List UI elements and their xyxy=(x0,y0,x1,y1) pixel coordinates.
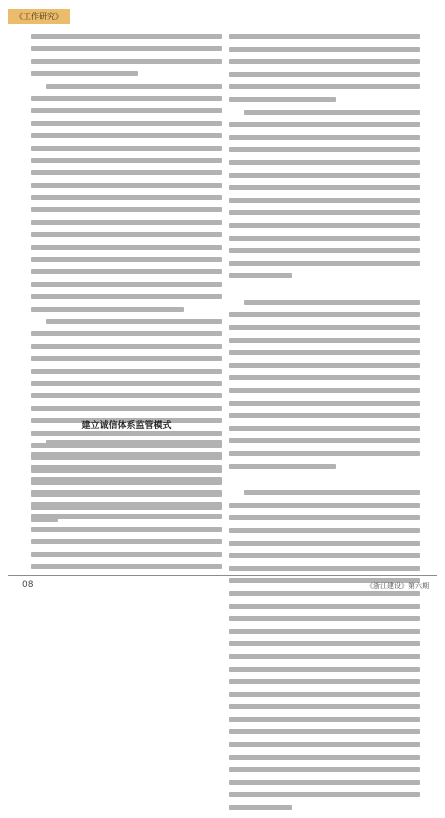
text-line xyxy=(46,319,222,324)
text-line xyxy=(229,185,420,190)
text-line xyxy=(31,514,222,519)
text-line xyxy=(229,363,420,368)
text-line xyxy=(31,170,222,175)
text-line xyxy=(229,210,420,215)
text-line xyxy=(229,34,420,39)
left-column-text-lower xyxy=(31,440,222,576)
text-line xyxy=(229,780,420,785)
text-line xyxy=(229,755,420,760)
text-line xyxy=(229,47,420,52)
text-line xyxy=(229,654,420,659)
text-line xyxy=(229,325,420,330)
text-line xyxy=(31,406,222,411)
text-line xyxy=(31,96,222,101)
text-line xyxy=(229,147,420,152)
text-line xyxy=(31,59,222,64)
text-line xyxy=(31,146,222,151)
text-line xyxy=(31,502,222,507)
text-line xyxy=(229,312,420,317)
text-line xyxy=(31,282,222,287)
text-line xyxy=(229,717,420,722)
text-line xyxy=(229,528,420,533)
text-line xyxy=(229,388,420,393)
text-line xyxy=(31,269,222,274)
text-line xyxy=(229,553,420,558)
text-line xyxy=(229,198,420,203)
text-line xyxy=(229,679,420,684)
text-line xyxy=(229,248,420,253)
journal-title: 《浙江建设》第六期 xyxy=(366,582,429,590)
text-line xyxy=(31,564,222,569)
text-line xyxy=(229,401,420,406)
text-line xyxy=(31,431,222,436)
text-line xyxy=(229,729,420,734)
text-line xyxy=(31,490,222,495)
text-line xyxy=(31,477,222,482)
text-line xyxy=(229,704,420,709)
text-line xyxy=(31,356,222,361)
text-line xyxy=(229,413,420,418)
text-line xyxy=(229,629,420,634)
text-line xyxy=(229,641,420,646)
footer-rule xyxy=(8,575,437,576)
text-line xyxy=(229,122,420,127)
text-line xyxy=(244,110,420,115)
section-tag: 《工作研究》 xyxy=(8,9,70,24)
text-line xyxy=(229,792,420,797)
text-line xyxy=(31,539,222,544)
text-line xyxy=(229,438,420,443)
text-line xyxy=(46,84,222,89)
text-line xyxy=(229,97,336,102)
text-line xyxy=(229,616,420,621)
text-line xyxy=(46,440,222,445)
page-number: 08 xyxy=(22,580,34,590)
text-line xyxy=(31,527,222,532)
text-line xyxy=(31,108,222,113)
text-line xyxy=(31,331,222,336)
text-line xyxy=(31,294,222,299)
text-line xyxy=(229,135,420,140)
text-line xyxy=(31,245,222,250)
text-line xyxy=(229,503,420,508)
text-line xyxy=(229,223,420,228)
text-line xyxy=(31,465,222,470)
section-heading: 建立诚信体系监管模式 xyxy=(81,421,172,431)
text-line xyxy=(31,369,222,374)
text-line xyxy=(31,121,222,126)
text-line xyxy=(244,300,420,305)
text-line xyxy=(229,350,420,355)
text-line xyxy=(229,72,420,77)
text-line xyxy=(31,381,222,386)
right-column-text xyxy=(229,34,420,818)
text-line xyxy=(31,452,222,457)
text-line xyxy=(31,183,222,188)
text-line xyxy=(31,34,222,39)
text-line xyxy=(31,552,222,557)
text-line xyxy=(31,207,222,212)
text-line xyxy=(229,541,420,546)
text-line xyxy=(229,160,420,165)
text-line xyxy=(229,464,336,469)
text-line xyxy=(244,490,420,495)
text-line xyxy=(31,133,222,138)
text-line xyxy=(229,667,420,672)
text-line xyxy=(229,805,292,810)
text-line xyxy=(229,591,420,596)
text-line xyxy=(229,338,420,343)
text-line xyxy=(31,220,222,225)
text-line xyxy=(31,257,222,262)
text-line xyxy=(31,232,222,237)
text-line xyxy=(229,742,420,747)
text-line xyxy=(31,393,222,398)
text-line xyxy=(31,46,222,51)
text-line xyxy=(31,307,184,312)
text-line xyxy=(31,344,222,349)
text-line xyxy=(229,375,420,380)
text-line xyxy=(229,236,420,241)
text-line xyxy=(229,261,420,266)
text-line xyxy=(229,59,420,64)
text-line xyxy=(31,195,222,200)
text-line xyxy=(229,767,420,772)
text-line xyxy=(229,84,420,89)
text-line xyxy=(229,426,420,431)
text-line xyxy=(229,273,292,278)
text-line xyxy=(229,515,420,520)
text-line xyxy=(229,692,420,697)
text-line xyxy=(229,604,420,609)
text-line xyxy=(31,158,222,163)
text-line xyxy=(229,173,420,178)
text-line xyxy=(31,71,138,76)
text-line xyxy=(229,451,420,456)
text-line xyxy=(229,566,420,571)
